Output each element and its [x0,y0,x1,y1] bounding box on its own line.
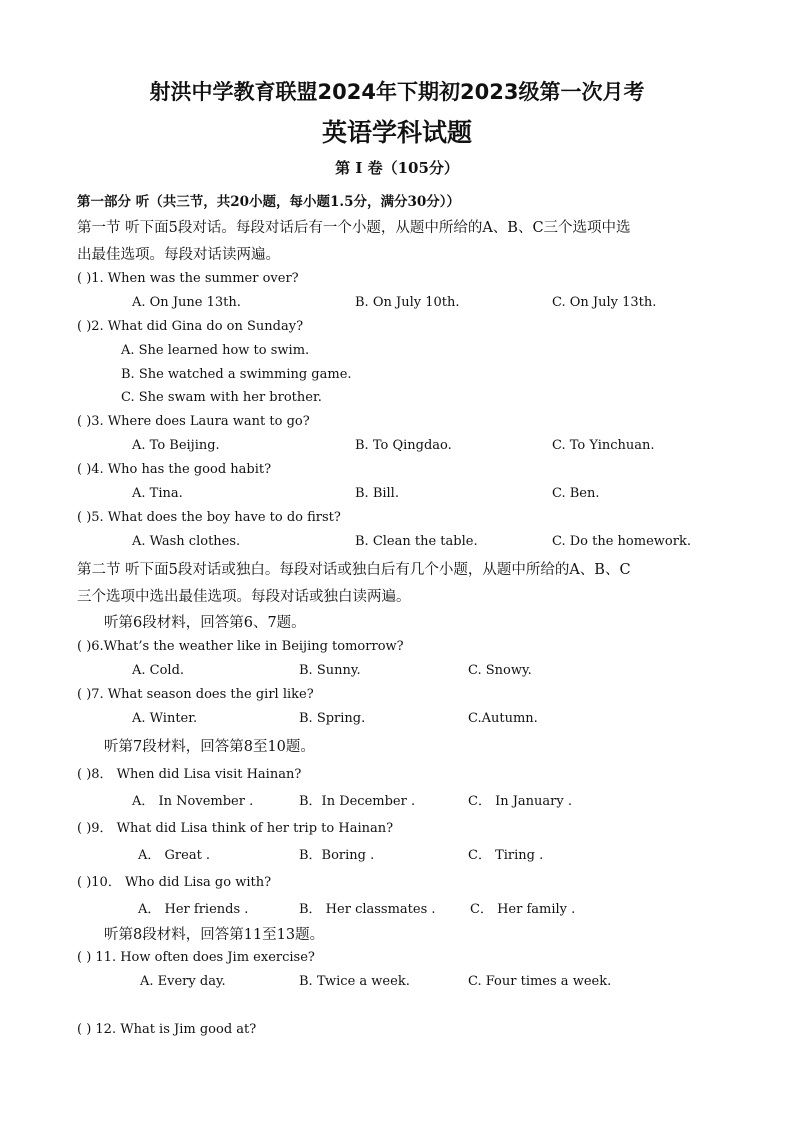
question-stem: ( )9． What did Lisa think of her trip to Hainan? [77,821,394,836]
option-b: B. Spring. [299,711,366,726]
option-b: B. To Qingdao. [355,438,452,453]
option-c: C． Her family . [470,902,576,917]
option-c: C. Do the homework. [552,534,691,549]
option-a: A． In November . [132,794,254,809]
question-stem: ( )10． Who did Lisa go with? [77,875,272,890]
option-a: A. Winter. [132,711,198,726]
question-stem: ( )1. When was the summer over? [77,271,299,286]
section2-intro-line2: 三个选项中选出最佳选项。每段对话或独白读两遍。 [77,589,411,605]
option-b: B. On July 10th. [355,295,460,310]
material-instruction: 听第7段材料，回答第8至10题。 [104,739,315,755]
option-b: B. Sunny. [299,663,361,678]
question-stem: ( )5. What does the boy have to do first? [77,510,341,525]
question-stem: ( )3. Where does Laura want to go? [77,414,310,429]
section1-intro-line2: 出最佳选项。每段对话读两遍。 [77,247,280,263]
option-a: A． Her friends . [138,902,249,917]
option-b: B. Bill. [355,486,399,501]
option-a: A. Wash clothes. [132,534,241,549]
option-c: C． Tiring . [468,848,544,863]
exam-title: 射洪中学教育联盟2024年下期初2023级第一次月考 [149,80,645,104]
question-stem: ( ) 11. How often does Jim exercise? [77,950,315,965]
option-c: C. Ben. [552,486,600,501]
option-b: B. She watched a swimming game. [121,367,352,382]
option-a: A. Tina. [132,486,183,501]
option-b: B．In December . [299,794,416,809]
section2-intro-line1: 第二节 听下面5段对话或独白。每段对话或独白后有几个小题，从题中所给的A、B、C [77,562,631,578]
option-b: B. Clean the table. [355,534,478,549]
question-stem: ( )7. What season does the girl like? [77,687,314,702]
option-a: A. On June 13th. [132,295,241,310]
question-stem: ( )8． When did Lisa visit Hainan? [77,767,302,782]
option-c: C． In January . [468,794,573,809]
option-b: B. Twice a week. [299,974,410,989]
option-a: A. She learned how to swim. [121,343,310,358]
option-c: C. She swam with her brother. [121,390,322,405]
option-a: A． Great . [138,848,211,863]
option-b: B． Her classmates . [299,902,436,917]
part-heading: 第一部分 听（共三节，共20小题，每小题1.5分，满分30分）） [77,194,461,210]
question-stem: ( ) 12. What is Jim good at? [77,1022,257,1037]
question-stem: ( )6.What’s the weather like in Beijing tomorrow? [77,639,404,654]
option-c: C.Autumn. [468,711,538,726]
option-c: C. On July 13th. [552,295,657,310]
question-stem: ( )4. Who has the good habit? [77,462,272,477]
question-stem: ( )2. What did Gina do on Sunday? [77,319,304,334]
subject-title: 英语学科试题 [321,118,472,147]
option-c: C. Four times a week. [468,974,612,989]
material-instruction: 听第8段材料，回答第11至13题。 [104,927,325,943]
option-b: B．Boring . [299,848,375,863]
option-a: A. Every day. [140,974,226,989]
option-c: C. To Yinchuan. [552,438,655,453]
option-a: A. To Beijing. [132,438,220,453]
material-instruction: 听第6段材料，回答第6、7题。 [104,615,306,631]
option-a: A. Cold. [132,663,185,678]
volume-heading: 第 I 卷（105分） [335,159,459,177]
option-c: C. Snowy. [468,663,532,678]
section1-intro-line1: 第一节 听下面5段对话。每段对话后有一个小题，从题中所给的A、B、C三个选项中选 [77,220,631,236]
